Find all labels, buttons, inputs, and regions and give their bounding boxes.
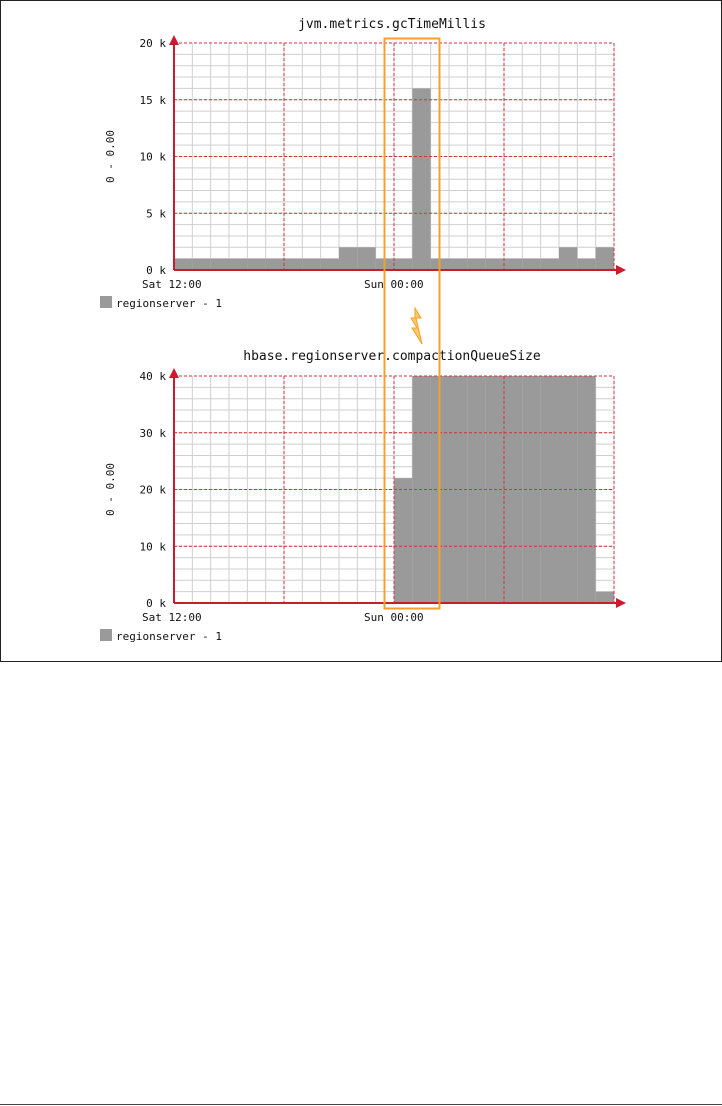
bar xyxy=(541,259,559,270)
bar xyxy=(577,259,595,270)
y-tick-label: 20 k xyxy=(139,483,166,497)
bar xyxy=(467,259,485,270)
bar xyxy=(321,259,339,270)
x-tick-label: Sat 12:00 xyxy=(142,278,202,291)
y-axis-label: 0 - 0.00 xyxy=(104,130,117,183)
lightning-bolt-icon xyxy=(411,308,422,344)
y-tick-label: 30 k xyxy=(139,426,166,440)
legend-swatch xyxy=(100,296,112,308)
bar xyxy=(596,247,614,270)
y-tick-label: 0 k xyxy=(146,597,166,610)
chart-title: hbase.regionserver.compactionQueueSize xyxy=(243,349,541,364)
y-axis-arrow xyxy=(169,368,179,378)
chart-2 xyxy=(100,368,626,641)
bar xyxy=(412,88,430,270)
y-tick-label: 40 k xyxy=(139,370,166,383)
y-tick-label: 20 k xyxy=(139,37,166,50)
y-tick-label: 5 k xyxy=(146,207,166,221)
bar xyxy=(229,259,247,270)
bar xyxy=(394,259,412,270)
bar xyxy=(192,259,210,270)
bar xyxy=(522,259,540,270)
bar xyxy=(284,259,302,270)
bar xyxy=(302,259,320,270)
bar xyxy=(486,259,504,270)
x-axis-arrow xyxy=(616,598,626,608)
bar xyxy=(357,247,375,270)
bar xyxy=(394,478,412,603)
bar xyxy=(559,247,577,270)
bar xyxy=(211,259,229,270)
y-tick-label: 10 k xyxy=(139,150,166,164)
legend-label: regionserver - 1 xyxy=(116,630,222,643)
page-bottom-rule xyxy=(0,1104,722,1105)
x-tick-label: Sat 12:00 xyxy=(142,611,202,624)
x-axis-arrow xyxy=(616,265,626,275)
chart-1 xyxy=(100,35,626,308)
bar xyxy=(266,259,284,270)
y-tick-label: 10 k xyxy=(139,540,166,554)
x-tick-label: Sun 00:00 xyxy=(364,278,424,291)
x-tick-label: Sun 00:00 xyxy=(364,611,424,624)
y-axis-arrow xyxy=(169,35,179,45)
bar xyxy=(339,247,357,270)
legend-label: regionserver - 1 xyxy=(116,297,222,310)
bar xyxy=(449,259,467,270)
bar xyxy=(596,592,614,603)
y-axis-label: 0 - 0.00 xyxy=(104,463,117,516)
chart-title: jvm.metrics.gcTimeMillis xyxy=(298,17,486,32)
y-tick-label: 15 k xyxy=(139,93,166,107)
bar xyxy=(247,259,265,270)
y-tick-label: 0 k xyxy=(146,264,166,277)
bar xyxy=(504,259,522,270)
bar xyxy=(174,259,192,270)
legend-swatch xyxy=(100,629,112,641)
